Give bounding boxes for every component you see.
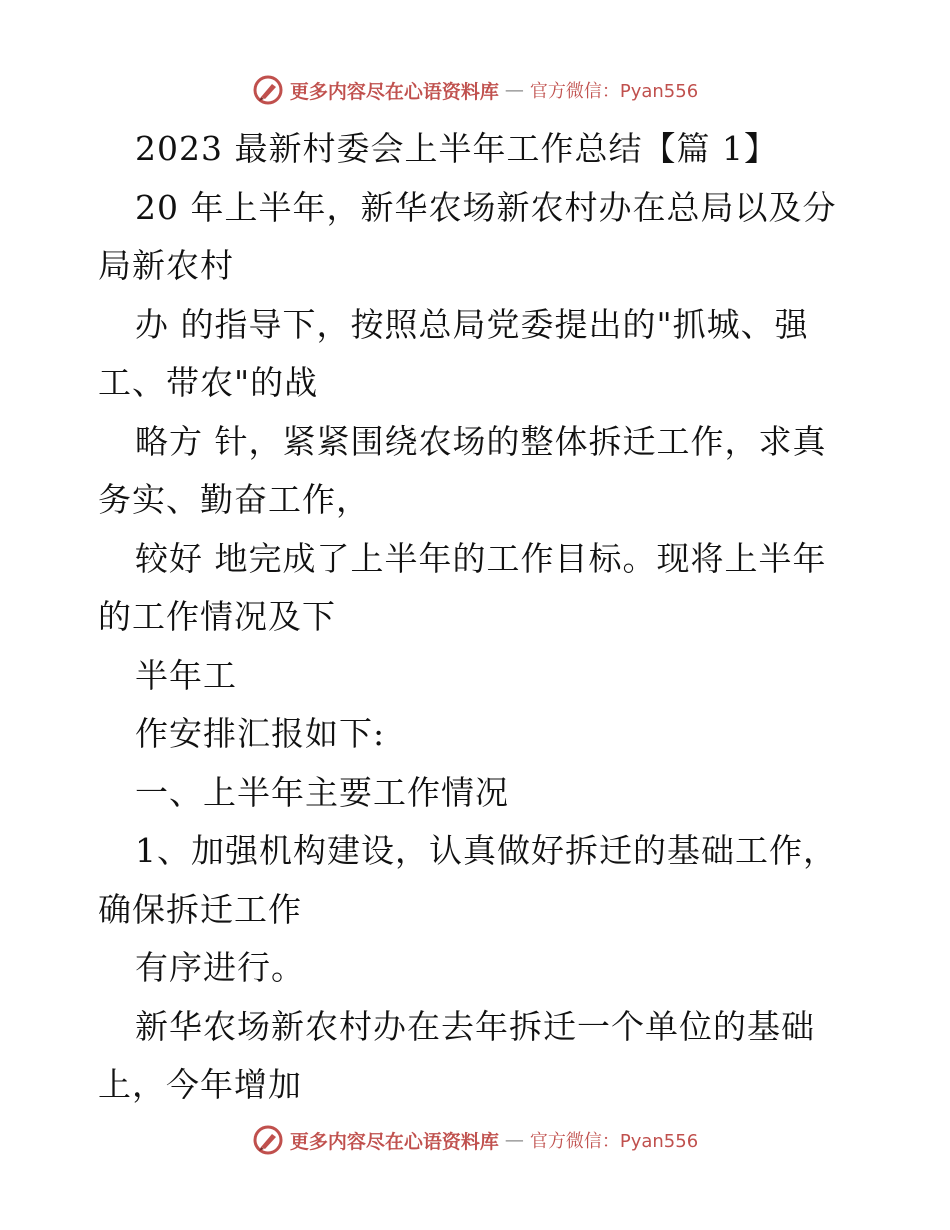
banner-title: 更多内容尽在心语资料库 (289, 1130, 499, 1153)
paragraph-line: 新华农场新农村办在去年拆迁一个单位的基础 (135, 1006, 815, 1046)
paragraph-line: 有序进行。 (135, 948, 305, 987)
paragraph-line: 上，今年增加 (98, 1065, 302, 1104)
footer-banner (0, 1120, 950, 1160)
paragraph-line: 的工作情况及下 (98, 597, 336, 636)
paragraph-line: 较好 地完成了上半年的工作目标。现将上半年 (135, 538, 827, 578)
paragraph-line: 作安排汇报如下: (135, 714, 386, 753)
paragraph-line: 务实、勤奋工作， (98, 480, 370, 519)
header-banner (0, 70, 950, 110)
paragraph-line: 确保拆迁工作 (98, 889, 302, 929)
banner-wechat: 官方微信：Pyan556 (529, 1131, 699, 1152)
banner-wechat: 官方微信：Pyan556 (529, 81, 699, 102)
paragraph-line: 1、加强机构建设，认真做好拆迁的基础工作， (135, 831, 837, 870)
banner-title: 更多内容尽在心语资料库 (289, 80, 499, 103)
paragraph-line: 略方 针，紧紧围绕农场的整体拆迁工作，求真 (135, 421, 827, 461)
section-heading: 一、上半年主要工作情况 (135, 772, 509, 812)
document-body (98, 120, 858, 1115)
document-title: 2023 最新村委会上半年工作总结【篇 1】 (135, 129, 778, 168)
paragraph-line: 半年工 (135, 655, 237, 695)
pen-logo-icon (252, 74, 284, 106)
pen-logo-icon (252, 1124, 284, 1156)
banner-dash: — (504, 79, 524, 101)
paragraph-line: 20 年上半年，新华农场新农村办在总局以及分 (135, 187, 837, 227)
paragraph-line: 办 的指导下，按照总局党委提出的"抓城、强 (135, 304, 809, 344)
paragraph-line: 局新农村 (98, 246, 234, 285)
paragraph-line: 工、带农"的战 (98, 363, 319, 402)
banner-dash: — (504, 1129, 524, 1151)
